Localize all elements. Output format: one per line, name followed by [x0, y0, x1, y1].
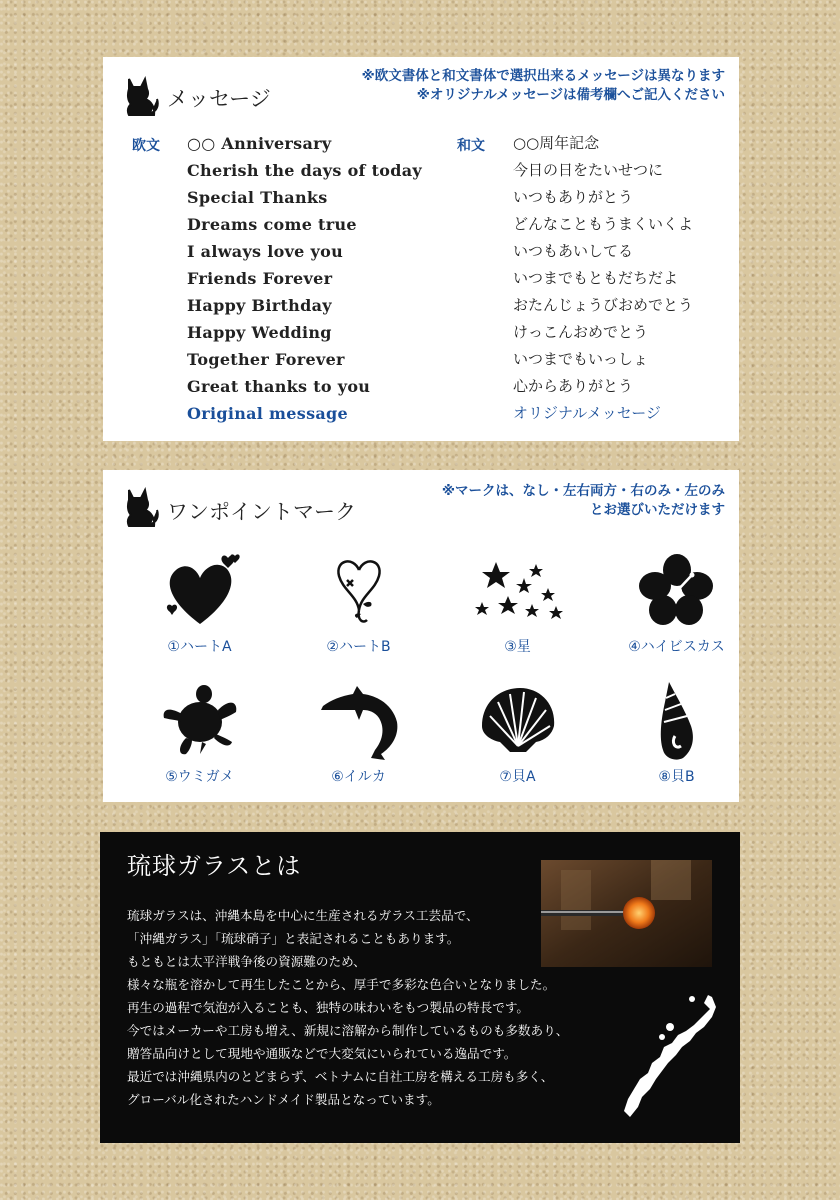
clam-shell-icon	[476, 680, 560, 762]
okinawa-map-icon	[620, 987, 720, 1127]
mark-option-dolphin[interactable]	[279, 680, 438, 786]
jp-message-list	[513, 130, 693, 427]
message-note-1: ※欧文書体と和文書体で選択出来るメッセージは異なります	[361, 68, 725, 84]
about-body	[127, 904, 647, 1111]
marks-panel	[103, 470, 739, 802]
mark-label: ⑤ウミガメ	[165, 769, 234, 785]
mark-label: ①ハートA	[167, 639, 232, 655]
heart-a-icon	[158, 550, 242, 632]
about-line: 様々な瓶を溶かして再生したことから、厚手で多彩な色合いとなりました。	[127, 977, 556, 992]
jp-message-item: 心からありがとう	[513, 377, 634, 395]
marks-note-2: とお選びいただけます	[590, 502, 725, 518]
mark-label: ③星	[504, 639, 531, 655]
mark-label: ④ハイビスカス	[628, 639, 725, 655]
heart-b-icon	[317, 550, 401, 632]
en-message-item: Cherish the days of today	[187, 161, 423, 180]
mark-label: ⑥イルカ	[331, 769, 386, 785]
en-message-item: Special Thanks	[187, 188, 328, 207]
marks-note-1: ※マークは、なし・左右両方・右のみ・左のみ	[441, 483, 725, 499]
en-message-item: Together Forever	[187, 350, 345, 369]
about-line: 再生の過程で気泡が入ることも、独特の味わいをもつ製品の特長です。	[127, 1000, 529, 1015]
hibiscus-icon	[635, 550, 719, 632]
en-message-item: Happy Birthday	[187, 296, 332, 315]
marks-notes	[442, 482, 725, 520]
jp-message-item: ○○周年記念	[513, 134, 600, 152]
about-line: 琉球ガラスは、沖縄本島を中心に生産されるガラス工芸品で、	[127, 908, 479, 923]
about-line: 今ではメーカーや工房も増え、新規に溶解から制作しているものも多数あり、	[127, 1023, 569, 1038]
en-message-list	[187, 130, 422, 427]
marks-title: ワンポイントマーク	[167, 500, 356, 524]
en-message-item: Friends Forever	[187, 269, 333, 288]
jp-message-item: いつもあいしてる	[513, 242, 634, 260]
mark-option-heart-a[interactable]	[120, 550, 279, 656]
message-panel	[103, 57, 739, 441]
en-label: 欧文	[132, 138, 160, 154]
about-line: もともとは太平洋戦争後の資源難のため、	[127, 954, 366, 969]
en-message-item: Dreams come true	[187, 215, 357, 234]
en-message-item: I always love you	[187, 242, 344, 261]
en-message-item: Great thanks to you	[187, 377, 371, 396]
mark-label: ⑦貝A	[499, 769, 536, 785]
mark-option-conch-shell[interactable]	[597, 680, 756, 786]
jp-message-item: 今日の日をたいせつに	[513, 161, 664, 179]
mark-option-heart-b[interactable]	[279, 550, 438, 656]
jp-message-item: どんなこともうまくいくよ	[513, 215, 694, 233]
jp-message-item: いつまでもともだちだよ	[513, 269, 679, 287]
sea-turtle-icon	[158, 680, 242, 762]
about-line: 最近では沖縄県内のとどまらず、ベトナムに自社工房を構える工房も多く、	[127, 1069, 554, 1084]
mark-option-stars[interactable]	[438, 550, 597, 656]
en-message-item: ○○ Anniversary	[187, 134, 332, 153]
about-ryukyu-glass-panel	[100, 832, 740, 1143]
mark-label: ②ハートB	[326, 639, 391, 655]
about-line: グローバル化されたハンドメイド製品となっています。	[127, 1092, 440, 1107]
conch-shell-icon	[635, 680, 719, 762]
about-line: 「沖縄ガラス」「琉球硝子」と表記されることもあります。	[127, 931, 460, 946]
mark-option-sea-turtle[interactable]	[120, 680, 279, 786]
en-message-item: Happy Wedding	[187, 323, 332, 342]
stars-icon	[470, 550, 566, 632]
message-title: メッセージ	[167, 87, 271, 111]
about-title: 琉球ガラスとは	[127, 852, 302, 880]
jp-original-message: オリジナルメッセージ	[513, 404, 661, 422]
jp-message-item: けっこんおめでとう	[513, 323, 649, 341]
jp-message-item: おたんじょうびおめでとう	[513, 296, 694, 314]
message-notes	[362, 67, 725, 105]
cat-silhouette-icon	[121, 486, 161, 528]
dolphin-icon	[317, 680, 401, 762]
jp-label: 和文	[457, 138, 485, 154]
jp-message-item: いつまでもいっしょ	[513, 350, 649, 368]
mark-label: ⑧貝B	[658, 769, 695, 785]
jp-message-item: いつもありがとう	[513, 188, 634, 206]
message-note-2: ※オリジナルメッセージは備考欄へご記入ください	[416, 87, 725, 103]
mark-option-hibiscus[interactable]	[597, 550, 756, 656]
about-line: 贈答品向けとして現地や通販などで大変気にいられている逸品です。	[127, 1046, 517, 1061]
en-original-message: Original message	[187, 404, 349, 423]
cat-silhouette-icon	[121, 75, 161, 117]
mark-option-clam-shell[interactable]	[438, 680, 597, 786]
